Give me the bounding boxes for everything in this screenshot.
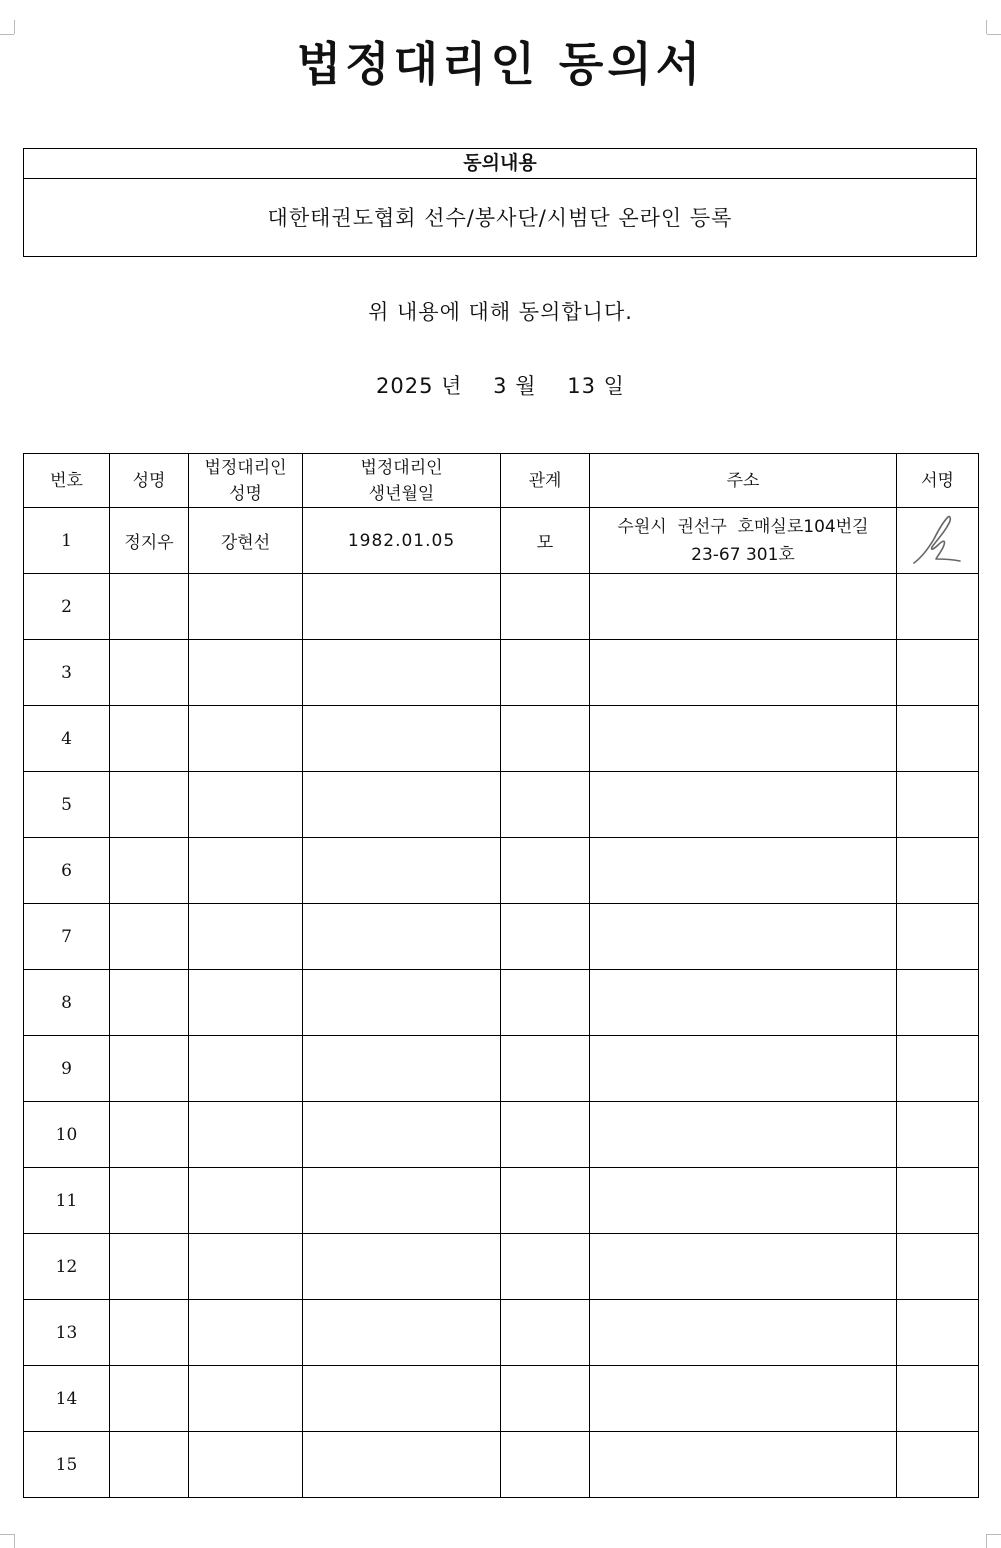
row-no: 11 <box>24 1168 110 1234</box>
row-no: 6 <box>24 838 110 904</box>
date-month: 3 <box>493 374 508 398</box>
row-guardian-dob: 1982.01.05 <box>303 508 501 574</box>
row-no: 13 <box>24 1300 110 1366</box>
row-name <box>110 706 189 772</box>
table-row <box>24 706 979 772</box>
row-guardian-dob <box>303 970 501 1036</box>
row-name: 정지우 <box>110 508 189 574</box>
row-relation <box>501 706 590 772</box>
row-guardian-name <box>189 1366 303 1432</box>
row-address <box>590 970 897 1036</box>
row-address <box>590 1036 897 1102</box>
row-no: 14 <box>24 1366 110 1432</box>
row-guardian-name: 강현선 <box>189 508 303 574</box>
row-guardian-name <box>189 706 303 772</box>
row-relation <box>501 838 590 904</box>
row-guardian-dob <box>303 706 501 772</box>
row-guardian-name <box>189 1102 303 1168</box>
header-address: 주소 <box>590 454 897 508</box>
row-no: 9 <box>24 1036 110 1102</box>
row-signature <box>897 970 979 1036</box>
row-guardian-name <box>189 1168 303 1234</box>
row-guardian-name <box>189 1432 303 1498</box>
row-signature <box>897 574 979 640</box>
row-guardian-name <box>189 1036 303 1102</box>
row-address <box>590 1168 897 1234</box>
row-relation <box>501 970 590 1036</box>
table-row <box>24 1036 979 1102</box>
row-no: 7 <box>24 904 110 970</box>
row-name <box>110 640 189 706</box>
row-guardian-dob <box>303 1432 501 1498</box>
row-address <box>590 1234 897 1300</box>
row-name <box>110 838 189 904</box>
table-row <box>24 970 979 1036</box>
row-guardian-name <box>189 904 303 970</box>
row-name <box>110 1168 189 1234</box>
row-guardian-dob <box>303 1300 501 1366</box>
row-no: 12 <box>24 1234 110 1300</box>
table-row <box>24 1168 979 1234</box>
table-row <box>24 1102 979 1168</box>
row-address <box>590 772 897 838</box>
table-row <box>24 1234 979 1300</box>
row-guardian-name <box>189 574 303 640</box>
row-guardian-dob <box>303 640 501 706</box>
header-guardian-name-line2: 성명 <box>229 483 262 504</box>
date-day-unit: 일 <box>603 374 625 398</box>
row-guardian-dob <box>303 838 501 904</box>
row-guardian-dob <box>303 1168 501 1234</box>
row-name <box>110 1234 189 1300</box>
row-signature <box>897 640 979 706</box>
row-guardian-dob <box>303 1102 501 1168</box>
row-guardian-name <box>189 640 303 706</box>
row-signature <box>897 706 979 772</box>
row-name <box>110 1432 189 1498</box>
date-month-unit: 월 <box>515 374 537 398</box>
row-signature <box>897 508 979 574</box>
header-name: 성명 <box>110 454 189 508</box>
crop-mark-bottom-left <box>0 1534 14 1535</box>
row-address <box>590 640 897 706</box>
row-guardian-dob <box>303 1234 501 1300</box>
row-guardian-name <box>189 838 303 904</box>
header-guardian-name <box>189 454 303 508</box>
table-row <box>24 1366 979 1432</box>
row-no: 8 <box>24 970 110 1036</box>
date-line <box>0 370 1001 400</box>
table-row <box>24 574 979 640</box>
row-signature <box>897 1234 979 1300</box>
row-guardian-name <box>189 772 303 838</box>
crop-mark-bottom-left <box>0 1534 15 1548</box>
guardian-table <box>23 453 979 1498</box>
row-relation <box>501 1168 590 1234</box>
date-year-unit: 년 <box>441 374 463 398</box>
table-row <box>24 772 979 838</box>
row-relation: 모 <box>501 508 590 574</box>
row-guardian-dob <box>303 1366 501 1432</box>
row-address <box>590 574 897 640</box>
table-row <box>24 1300 979 1366</box>
row-relation <box>501 640 590 706</box>
row-name <box>110 1102 189 1168</box>
header-guardian-dob-line2: 생년월일 <box>368 483 435 504</box>
row-guardian-dob <box>303 574 501 640</box>
row-name <box>110 970 189 1036</box>
handwritten-signature <box>908 511 968 571</box>
row-signature <box>897 1102 979 1168</box>
row-address <box>590 1432 897 1498</box>
row-signature <box>897 1432 979 1498</box>
date-day: 13 <box>567 374 596 398</box>
table-row <box>24 838 979 904</box>
table-header-row <box>24 454 979 508</box>
row-signature <box>897 1300 979 1366</box>
crop-mark-bottom-right <box>987 1534 1001 1535</box>
table-row <box>24 1432 979 1498</box>
row-relation <box>501 1366 590 1432</box>
row-name <box>110 904 189 970</box>
consent-content-box <box>23 148 977 257</box>
row-address <box>590 1366 897 1432</box>
row-address <box>590 508 897 574</box>
row-relation <box>501 1036 590 1102</box>
row-signature <box>897 1168 979 1234</box>
row-signature <box>897 772 979 838</box>
header-guardian-dob <box>303 454 501 508</box>
row-signature <box>897 838 979 904</box>
header-no: 번호 <box>24 454 110 508</box>
row-guardian-dob <box>303 772 501 838</box>
row-address-line2: 23-67 301호 <box>691 544 795 565</box>
row-guardian-name <box>189 1300 303 1366</box>
row-relation <box>501 1234 590 1300</box>
row-signature <box>897 1366 979 1432</box>
row-no: 2 <box>24 574 110 640</box>
table-row <box>24 904 979 970</box>
row-signature <box>897 904 979 970</box>
row-relation <box>501 574 590 640</box>
table-row <box>24 508 979 574</box>
row-name <box>110 1366 189 1432</box>
agree-statement: 위 내용에 대해 동의합니다. <box>368 300 633 324</box>
header-guardian-dob-line1: 법정대리인 <box>360 457 443 478</box>
header-relation: 관계 <box>501 454 590 508</box>
date-year: 2025 <box>376 374 434 398</box>
row-guardian-name <box>189 970 303 1036</box>
row-no: 1 <box>24 508 110 574</box>
consent-body: 대한태권도협회 선수/봉사단/시범단 온라인 등록 <box>267 206 733 230</box>
row-relation <box>501 1300 590 1366</box>
row-relation <box>501 904 590 970</box>
header-signature: 서명 <box>897 454 979 508</box>
row-name <box>110 1300 189 1366</box>
row-no: 5 <box>24 772 110 838</box>
row-no: 10 <box>24 1102 110 1168</box>
row-address <box>590 904 897 970</box>
row-guardian-name <box>189 1234 303 1300</box>
row-relation <box>501 772 590 838</box>
page-title: 법정대리인 동의서 <box>296 37 705 91</box>
row-address-line1: 수원시 권선구 호매실로104번길 <box>617 516 869 537</box>
row-address <box>590 838 897 904</box>
row-address <box>590 706 897 772</box>
row-guardian-dob <box>303 1036 501 1102</box>
row-name <box>110 1036 189 1102</box>
row-no: 15 <box>24 1432 110 1498</box>
row-signature <box>897 1036 979 1102</box>
consent-header: 동의내용 <box>24 149 976 179</box>
row-name <box>110 574 189 640</box>
row-no: 4 <box>24 706 110 772</box>
row-relation <box>501 1432 590 1498</box>
row-name <box>110 772 189 838</box>
row-no: 3 <box>24 640 110 706</box>
table-row <box>24 640 979 706</box>
crop-mark-bottom-right <box>986 1534 1001 1548</box>
row-guardian-dob <box>303 904 501 970</box>
row-address <box>590 1300 897 1366</box>
header-guardian-name-line1: 법정대리인 <box>204 457 287 478</box>
row-address <box>590 1102 897 1168</box>
row-relation <box>501 1102 590 1168</box>
